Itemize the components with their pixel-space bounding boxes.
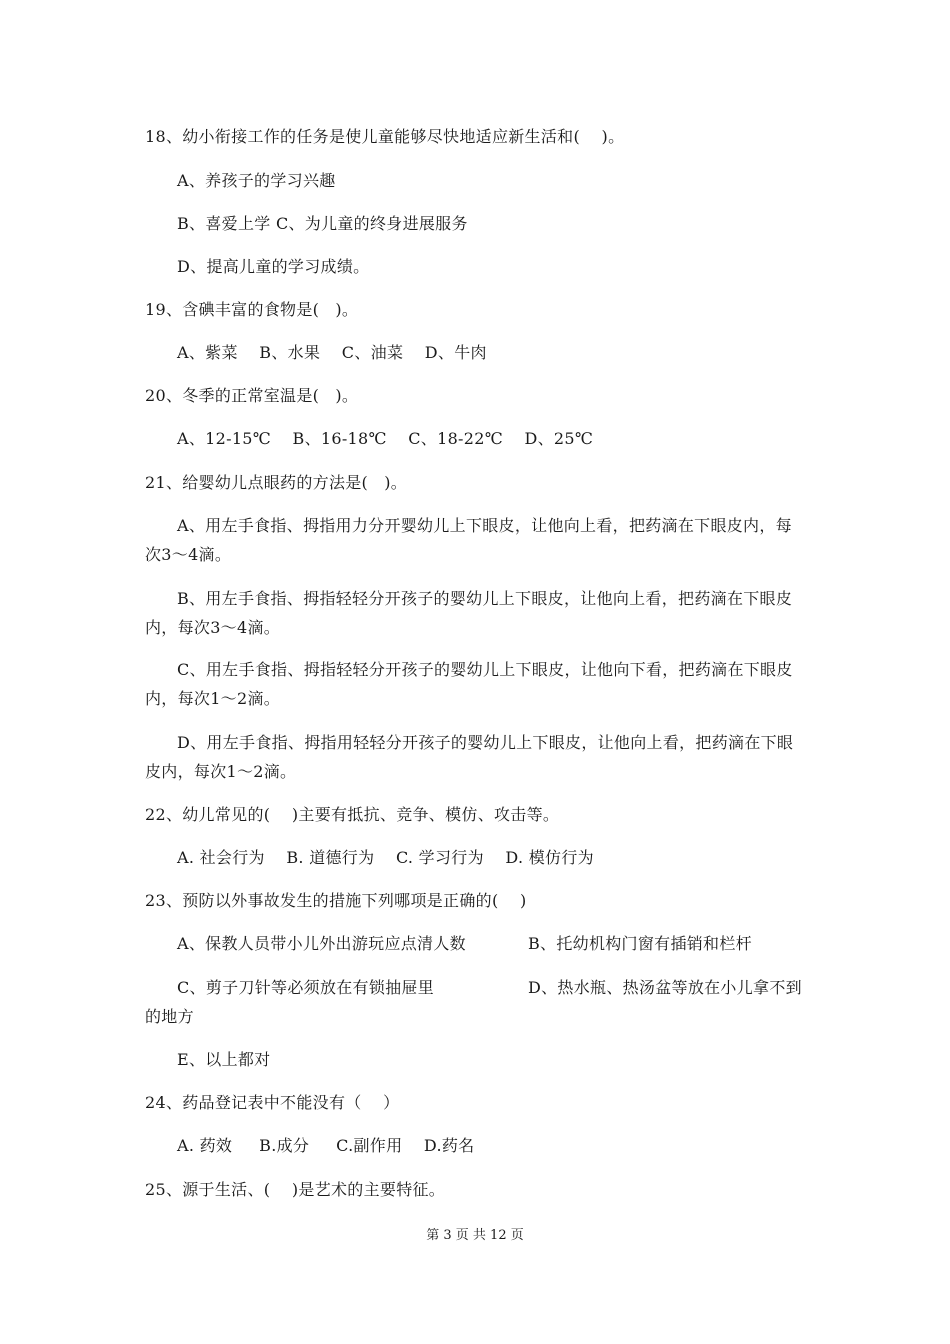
question-21-option-b-line1: B、用左手食指、拇指轻轻分开孩子的婴幼儿上下眼皮，让他向上看，把药滴在下眼皮	[177, 589, 793, 608]
question-23-option-d-cont: 的地方	[145, 1007, 194, 1026]
question-20-stem: 20、冬季的正常室温是( )。	[145, 386, 359, 405]
question-21-option-a-line1: A、用左手食指、拇指用力分开婴幼儿上下眼皮，让他向上看，把药滴在下眼皮内，每	[177, 516, 792, 535]
question-23-option-c: C、剪子刀针等必须放在有锁抽屉里	[177, 978, 435, 997]
question-23-option-a: A、保教人员带小儿外出游玩应点清人数	[177, 934, 466, 953]
question-18-option-a: A、养孩子的学习兴趣	[177, 171, 336, 190]
question-21-option-c-line2: 内，每次1～2滴。	[145, 689, 281, 708]
question-23-option-b: B、托幼机构门窗有插销和栏杆	[528, 934, 752, 953]
question-21-stem: 21、给婴幼儿点眼药的方法是( )。	[145, 473, 408, 492]
question-20-options: A、12-15℃ B、16-18℃ C、18-22℃ D、25℃	[177, 429, 594, 448]
question-18-option-bc: B、喜爱上学 C、为儿童的终身进展服务	[177, 214, 468, 233]
question-24-stem: 24、药品登记表中不能没有（ ）	[145, 1093, 400, 1112]
page-number-footer: 第 3 页 共 12 页	[426, 1228, 524, 1243]
question-25-stem: 25、源于生活、( )是艺术的主要特征。	[145, 1180, 446, 1199]
question-21-option-d-line2: 皮内，每次1～2滴。	[145, 762, 297, 781]
question-19-stem: 19、含碘丰富的食物是( )。	[145, 300, 359, 319]
question-22-options: A. 社会行为 B. 道德行为 C. 学习行为 D. 模仿行为	[177, 848, 594, 867]
question-18-option-d: D、提高儿童的学习成绩。	[177, 257, 370, 276]
question-21-option-a-line2: 次3～4滴。	[145, 545, 232, 564]
question-21-option-c-line1: C、用左手食指、拇指轻轻分开孩子的婴幼儿上下眼皮，让他向下看，把药滴在下眼皮	[177, 660, 793, 679]
question-18-stem: 18、幼小衔接工作的任务是使儿童能够尽快地适应新生活和( )。	[145, 127, 625, 146]
question-23-option-e: E、以上都对	[177, 1050, 271, 1069]
question-21-option-d-line1: D、用左手食指、拇指用轻轻分开孩子的婴幼儿上下眼皮，让他向上看，把药滴在下眼	[177, 733, 794, 752]
question-21-option-b-line2: 内，每次3～4滴。	[145, 618, 281, 637]
question-23-option-d: D、热水瓶、热汤盆等放在小儿拿不到	[528, 978, 802, 997]
question-24-options: A. 药效 B.成分 C.副作用 D.药名	[177, 1136, 475, 1155]
question-19-options: A、紫菜 B、水果 C、油菜 D、牛肉	[177, 343, 487, 362]
question-23-stem: 23、预防以外事故发生的措施下列哪项是正确的( )	[145, 891, 527, 910]
question-22-stem: 22、幼儿常见的( )主要有抵抗、竞争、模仿、攻击等。	[145, 805, 560, 824]
